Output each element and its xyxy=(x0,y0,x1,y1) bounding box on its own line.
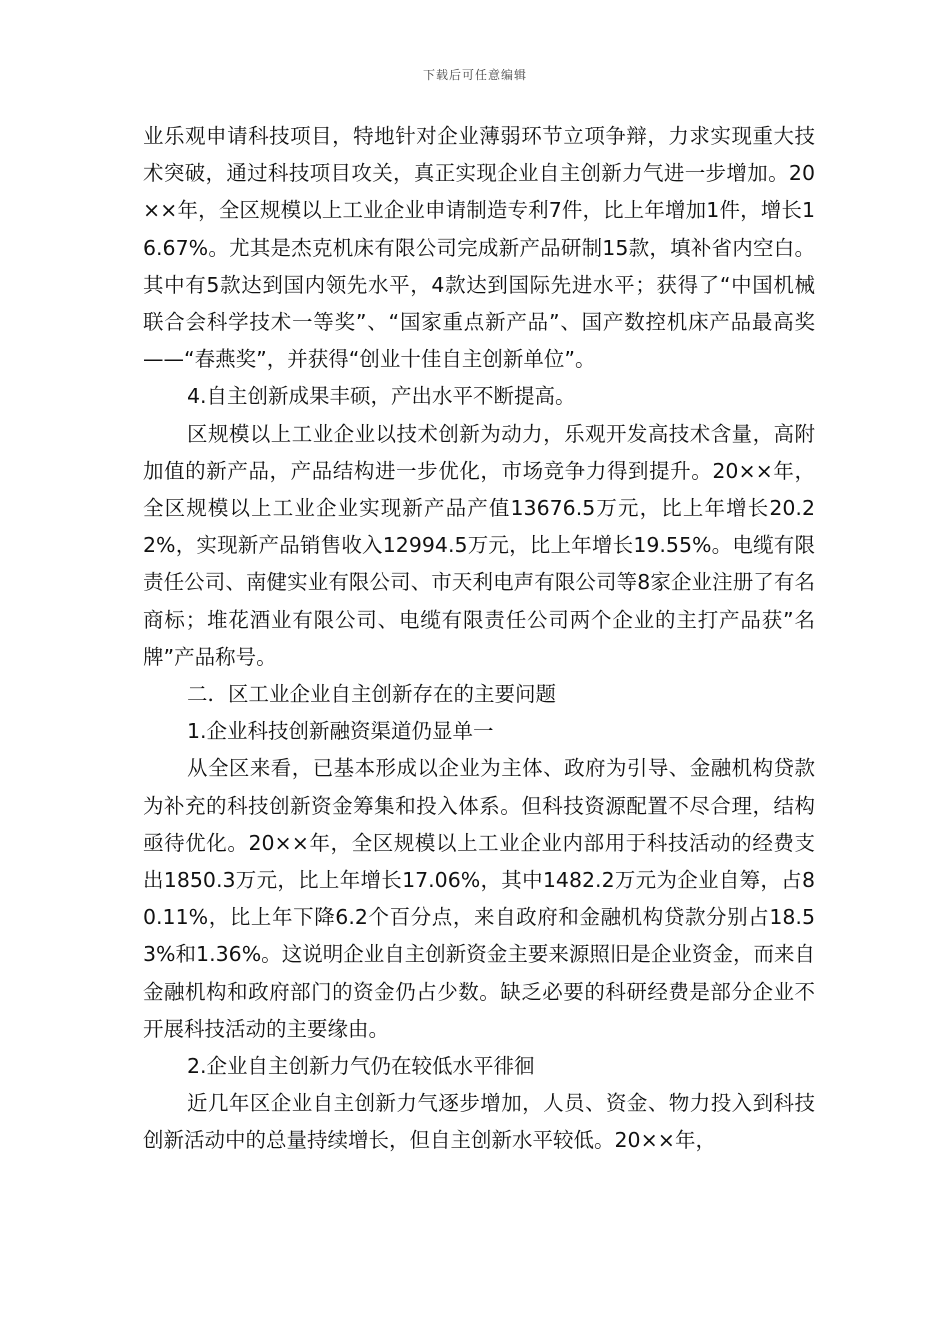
paragraph-financing: 从全区来看，已基本形成以企业为主体、政府为引导、金融机构贷款为补充的科技创新资金筹集和投入体系。但科技资源配置不尽合理，结构亟待优化。20××年，全区规模以上工业企业内部用于科技活动的经费支出1850.3万元，比上年增长17.06%，其中1482.2万元为企业自筹，占80.11%，比上年下降6.2个百分点，来自政府和金融机构贷款分别占18.53%和1.36%。这说明企业自主创新资金主要来源照旧是企业资金，而来自金融机构和政府部门的资金仍占少数。缺乏必要的科研经费是部分企业不开展科技活动的主要缘由。 xyxy=(143,756,815,1041)
section-heading-1: 1.企业科技创新融资渠道仍显单一 xyxy=(187,719,494,744)
page-header: 下载后可任意编辑 xyxy=(422,68,527,82)
paragraph-innovation-output: 区规模以上工业企业以技术创新为动力，乐观开发高技术含量，高附加值的新产品，产品结构进一步优化，市场竞争力得到提升。20××年，全区规模以上工业企业实现新产品产值13676.5万元，比上年增长20.22%，实现新产品销售收入12994.5万元，比上年增长19.55%。电缆有限责任公司、南健实业有限公司、市天利电声有限公司等8家企业注册了有名商标；堆花酒业有限公司、电缆有限责任公司两个企业的主打产品获”名牌”产品称号。 xyxy=(143,421,815,669)
section-heading-2: 2.企业自主创新力气仍在较低水平徘徊 xyxy=(187,1054,535,1079)
document-body xyxy=(143,118,815,1160)
section-heading-4: 4.自主创新成果丰硕，产出水平不断提高。 xyxy=(187,384,576,409)
paragraph-continuation: 业乐观申请科技项目，特地针对企业薄弱环节立项争辩，力求实现重大技术突破，通过科技项目攻关，真正实现企业自主创新力气进一步增加。20××年，全区规模以上工业企业申请制造专利7件，比上年增加1件，增长16.67%。尤其是杰克机床有限公司完成新产品研制15款，填补省内空白。其中有5款达到国内领先水平，4款达到国际先进水平；获得了“中国机械联合会科学技术一等奖”、“国家重点新产品”、国产数控机床产品最高奖——“春燕奖”，并获得“创业十佳自主创新单位”。 xyxy=(143,124,815,372)
paragraph-innovation-level: 近几年区企业自主创新力气逐步增加，人员、资金、物力投入到科技创新活动中的总量持续增长，但自主创新水平较低。20××年， xyxy=(143,1091,815,1153)
section-heading-main-problems: 二．区工业企业自主创新存在的主要问题 xyxy=(187,682,556,707)
